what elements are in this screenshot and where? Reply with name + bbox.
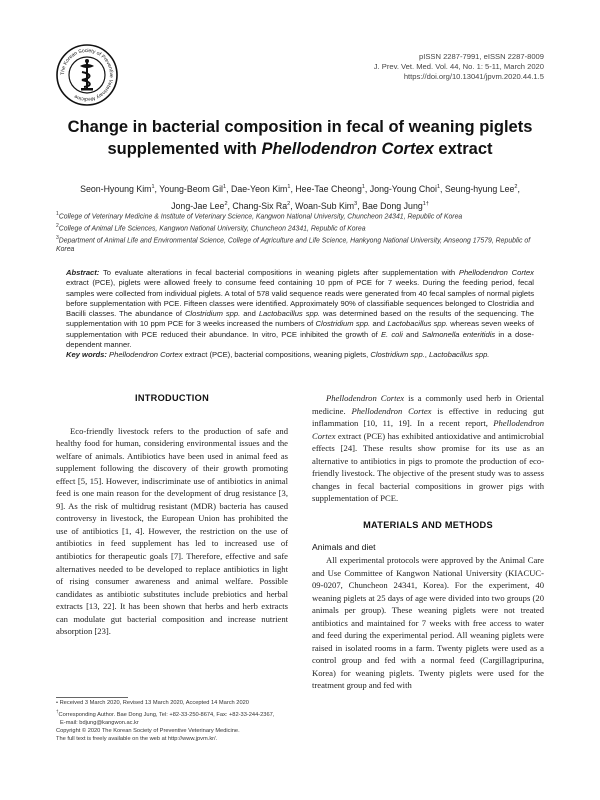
author-affiliation-sup: 1† (422, 200, 429, 207)
title-text: supplemented with (107, 140, 262, 158)
affiliation-item (56, 222, 546, 234)
author-affiliation-sup: 2 (224, 200, 228, 207)
affiliation-text: College of Animal Life Sciences, Kangwon National University, Chuncheon 24341, Republic of Korea (58, 225, 366, 233)
journal-meta (374, 52, 544, 83)
abstract-italic: Clostridium spp. (315, 319, 371, 329)
affiliation-text: College of Veterinary Medicine & Institute of Veterinary Science, Kangwon National University, Chuncheon 24341, Republic of Korea (58, 213, 463, 221)
abstract-text: was determined based on the results of the sequencing. The supplementation with 10 ppm PCE for 3 weeks increased the numbers of (66, 309, 534, 329)
intro-text: extract (PCE) has exhibited antioxidative and antimicrobial effects [24]. These results show promise for its use as an alternative to antibiotics in pigs to promote the production of eco-friendly livestock. The objective of the present study was to assess changes in fecal bacterial compositions in grower pigs with supplementation of PCE. (312, 430, 544, 504)
keywords-italic: Clostridium spp. (370, 350, 425, 360)
footnote-corresponding: †Corresponding Author. Bae Dong Jung, Tel: +82-33-250-8674, Fax: +82-33-244-2367, (56, 708, 275, 718)
intro-paragraph-1: Eco-friendly livestock refers to the production of safe and healthy food for human, considering environmental issues and the welfare of animals. Antibiotics have been used in animal feed as supplement following the discovery of their growth promoting effect [5, 15]. However, indiscriminate use of antibiotics in animal feed is one main reason for the development of drug resistance [3, 9]. As the risk of multidrug resistant (MDR) bacteria has caused controversy in livestock, the European Union has prohibited the use of antibiotics [1, 4]. However, the restriction on the use of antibiotics in feed supplement has led to increased use of antibiotics for therapeutic goals [7]. Therefore, effective and safe alternatives needed to be developed to replace antibiotics in light of rising consumer awareness and animal welfare. Possible candidates as antibiotic substitutes include prebiotics and herbal extracts [13, 22]. It has been shown that herbs and herb extracts can modulate gut bacterial composition and increase nutrient absorption [23]. (56, 425, 288, 637)
doi-link[interactable]: https://doi.org/10.13041/jpvm.2020.44.1.5 (403, 72, 544, 82)
author-name: Bae Dong Jung (362, 200, 423, 211)
author-name: Chang-Six Ra (232, 200, 288, 211)
corresponding-text: Corresponding Author. Bae Dong Jung, Tel: +82-33-250-8674, Fax: +82-33-244-2367, (58, 711, 275, 718)
author-name: Young-Beom Gil (159, 183, 224, 194)
received-text: Received 3 March 2020, Revised 13 March 2020, Accepted 14 March 2020 (59, 700, 249, 706)
author-name: Hee-Tae Cheong (295, 183, 362, 194)
abstract (66, 268, 534, 361)
author-affiliation-sup: 2 (287, 200, 291, 207)
intro-text: is effective in reducing gut inflammation [10, 11, 19]. In a recent report, (312, 405, 544, 429)
abstract-italic: Lactobacillus spp. (387, 319, 448, 329)
author-name: Seung-hyung Lee (444, 183, 515, 194)
keywords-text: , (424, 350, 430, 360)
author-affiliation-sup: 1 (436, 184, 441, 190)
abstract-text: and (240, 309, 259, 319)
abstract-text: and (370, 319, 388, 329)
abstract-italic: Salmonella enteritidis (421, 329, 496, 339)
abstract-text: and (402, 329, 422, 339)
methods-paragraph-1: All experimental protocols were approved by the Animal Care and Use Committee of Kangwon National University (KIACUC-09-0207, Chuncheon 24341, Korea). For the experiment, 40 weaning piglets at 25 days of age were divided into two groups (20 animals per group). These weaning piglets were not treated antibiotics and maintained for 7 weeks with free access to water and feed during the experimental period. All weaning piglets were raised in isolated rooms in a farm. Twenty piglets were used as a control group and fed with a normal feed (Cargillagripurina, Korea) for weaning piglets. Twenty piglets were used for the treatment group and fed with (312, 555, 544, 691)
author-list: Seon-Hyoung Kim$^1$, Young-Beom Gil$^1$, Dae-Yeon Kim$^1$, Hee-Tae Cheong$^1$, Jong-Young Choi$^1$, Seung-hyung Lee$^2$, Jong-Jae Lee$^2$, Chang-Six Ra$^2$, Woan-Sub Kim$^3$, Bae Dong Jung$^{1\dagger}$ (80, 183, 520, 211)
footnote-fulltext: The full text is freely available on the web at http://www.jpvm.kr/. (56, 735, 218, 742)
keywords-text: extract (PCE), bacterial compositions, weaning piglets, (182, 350, 371, 360)
affiliation-text: Department of Animal Life and Environmental Science, College of Agriculture and Life Science, Hankyong National University, Anseong 17579, Republic of Korea (56, 237, 531, 253)
intro-paragraph-2 (312, 392, 544, 505)
author-affiliation-sup: 1 (361, 184, 365, 190)
intro-italic: Phellodendron Cortex (326, 393, 405, 403)
abstract-text: extract (PCE), piglets were allowed freely to consume feed containing 10 ppm of PCE for 7 weeks. During the feeding period, fecal samples were collected from individual piglets. A total of 578 valid sequence reads were generated from 40 fecal samples of normal piglets before supplementation with PCE. Fifteen classes were identified. Approximately 90% of classifiable sequences belonged to Clostridia and Bacilli classes. The abundance of (66, 278, 534, 319)
society-logo-icon (56, 44, 118, 106)
author-name: Dae-Yeon Kim (230, 183, 288, 194)
title-line-1: Change in bacterial composition in fecal of weaning piglets (67, 118, 533, 136)
affiliation-sup: 2 (56, 223, 59, 229)
author-affiliation-sup: 1 (223, 184, 227, 190)
animals-diet-subheading: Animals and diet (312, 542, 376, 553)
keywords-label: Key words: (66, 350, 107, 360)
footnote-copyright: Copyright © 2020 The Korean Society of Preventive Veterinary Medicine. (56, 727, 240, 734)
author-affiliation-sup: 1 (287, 184, 291, 190)
introduction-heading: INTRODUCTION (134, 393, 210, 403)
intro-italic: Phellodendron Cortex (351, 405, 432, 416)
author-name: Jong-Young Choi (369, 183, 437, 194)
affiliation-sup: 1 (56, 211, 59, 217)
title-line-2 (40, 138, 560, 160)
abstract-italic: Phellodendron Cortex (458, 268, 534, 277)
author-name: Seon-Hyoung Kim (80, 183, 152, 194)
email-link[interactable]: E-mail: bdjung@kangwon.ac.kr (60, 719, 139, 726)
abstract-italic: Clostridium spp. (184, 309, 241, 319)
issn: pISSN 2287-7991, eISSN 2287-8009 (419, 52, 544, 61)
keywords-italic: Lactobacillus spp. (429, 350, 490, 360)
footnote-email (56, 720, 296, 728)
footnote-divider (56, 697, 128, 698)
abstract-label: Abstract: (66, 268, 100, 277)
author-affiliation-sup: 2 (514, 184, 518, 190)
title-italic: Phellodendron Cortex (261, 140, 434, 158)
affiliation-item (56, 234, 546, 255)
author-affiliation-sup: 3 (354, 200, 358, 207)
affiliation-item (56, 210, 546, 222)
citation: J. Prev. Vet. Med. Vol. 44, No. 1: 5-11, March 2020 (373, 62, 544, 72)
footnote-received: • Received 3 March 2020, Revised 13 March 2020, Accepted 14 March 2020 (56, 700, 249, 706)
author-name: Woan-Sub Kim (295, 200, 355, 211)
author-affiliation-sup: 1 (151, 184, 155, 190)
abstract-italic: E. coli (380, 329, 403, 339)
intro-italic: Phellodendron Cortex (312, 418, 544, 441)
title-text: extract (433, 140, 493, 158)
affiliations (56, 210, 546, 255)
intro-text: is a commonly used herb in Oriental medicine. (312, 393, 544, 416)
footnotes (56, 700, 296, 743)
abstract-text: in a dose-dependent manner. (66, 329, 534, 350)
keywords-italic: Phellodendron Cortex (106, 350, 183, 360)
svg-text:The Korean Society of Preventi: The Korean Society of Preventive Veterinary Medicine (59, 47, 115, 103)
affiliation-sup: 3 (56, 235, 59, 241)
paper-title (40, 116, 560, 160)
author-name: Jong-Jae Lee (171, 200, 225, 211)
methods-heading: MATERIALS AND METHODS (363, 519, 493, 530)
abstract-text: whereas seven weeks of supplementation with PCE reduced their abundance. In vitro, PCE inhibited the growth of (66, 319, 534, 339)
column-left (56, 392, 288, 638)
abstract-text: To evaluate alterations in fecal bacterial compositions in weaning piglets after supplementation with (99, 268, 459, 277)
column-right (312, 392, 544, 692)
abstract-italic: Lactobacillus spp. (258, 309, 321, 319)
